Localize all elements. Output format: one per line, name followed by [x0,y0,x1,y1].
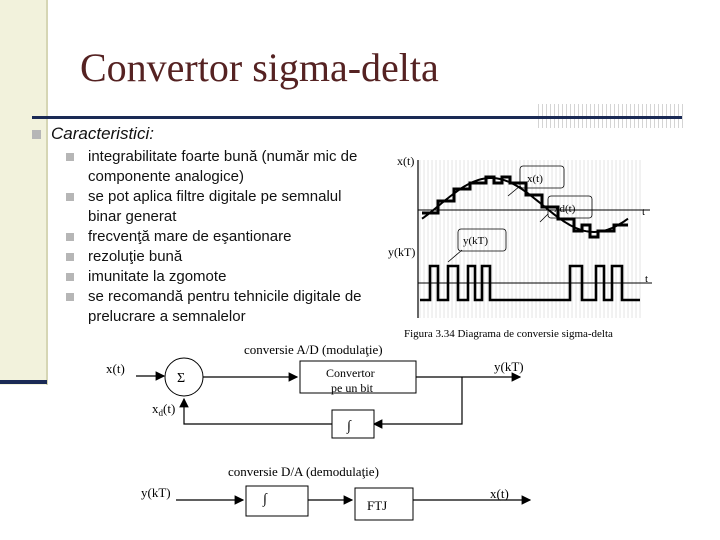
modulation-output-label: y(kT) [494,359,524,374]
bullet-text: rezoluţie bună [88,248,183,265]
callout-xt-text: x(t) [527,173,543,185]
section-heading-text: Caracteristici: [51,124,154,143]
modulation-title: conversie A/D (modulaţie) [244,342,383,357]
waveform-figure [388,154,652,340]
top-time-label: t [642,206,646,218]
demodulation-title: conversie D/A (demodulaţie) [228,464,379,479]
converter-label-line-1: Convertor [326,366,375,380]
feedback-label: $x_d(t)$ [152,401,176,418]
top-axis-label: x(t) [397,154,415,168]
bullet-text: se recomandă pentru tehnicile digitale de prelucrare a semnalelor [88,288,362,325]
feedback-integrator-symbol: ∫ [347,419,351,434]
bullet-text: se pot aplica filtre digitale pe semnalul binar generat [88,188,342,225]
modulation-input-label: x(t) [106,361,125,376]
modulation-block-diagram [106,342,524,438]
feedback-to-sum-arrow [184,399,332,424]
bottom-axis-label: y(kT) [388,245,416,259]
callout-xt-leader [508,186,520,196]
demodulation-input-label: y(kT) [141,485,171,500]
callout-xdt-text: xd(t) [554,203,576,215]
bullet-text: frecvenţă mare de eşantionare [88,228,292,245]
filter-label: FTJ [367,498,388,513]
demod-integrator-symbol: ∫ [263,492,267,507]
figure-caption: Figura 3.34 Diagrama de conversie sigma-delta [404,328,613,340]
slide-title: Convertor sigma-delta [80,45,439,90]
integrated-staircase-signal [422,177,628,237]
demodulation-block-diagram [141,464,530,520]
bullet-text: integrabilitate foarte bună (număr mic de componente analogice) [88,148,358,185]
callout-ykt-text: y(kT) [463,235,489,247]
demodulation-output-label: x(t) [490,486,509,501]
demod-integrator-block [246,486,308,516]
sum-symbol: Σ [177,371,186,386]
bottom-time-label: t [645,273,649,285]
bullet-text: imunitate la zgomote [88,268,227,285]
feedback-integrator-block [332,410,374,438]
converter-label-line-2: pe un bit [331,381,373,395]
